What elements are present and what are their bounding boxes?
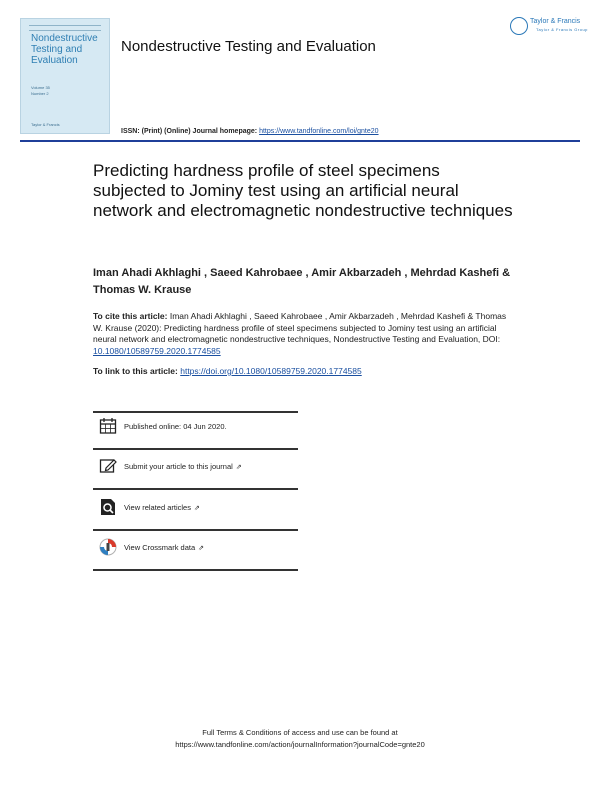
footer-url[interactable]: https://www.tandfonline.com/action/journalInformation?journalCode=gnte20 [175, 740, 425, 749]
related-articles-row[interactable] [93, 490, 298, 526]
cover-title [31, 33, 107, 66]
cover-strip [29, 25, 101, 31]
external-link-icon: ⇗ [193, 505, 200, 512]
cover-title-line: Evaluation [31, 55, 78, 66]
publisher-logo [510, 16, 590, 38]
issn-label: ISSN: (Print) (Online) Journal homepage: [121, 128, 258, 135]
article-authors: Iman Ahadi Akhlaghi , Saeed Kahrobaee , Amir Akbarzadeh , Mehrdad Kashefi & Thomas W. Krause [93, 267, 511, 296]
cover-title-line: Nondestructive [31, 33, 98, 44]
published-date: Published online: 04 Jun 2020. [124, 422, 227, 431]
calendar-icon [99, 417, 117, 435]
footer-terms: Full Terms & Conditions of access and use can be found at [202, 728, 398, 737]
submit-article-link[interactable] [124, 462, 242, 471]
header-rule [20, 140, 580, 142]
submit-article-label: Submit your article to this journal [124, 462, 233, 471]
article-doi-url[interactable]: https://doi.org/10.1080/10589759.2020.1774585 [180, 366, 362, 376]
journal-name: Nondestructive Testing and Evaluation [121, 38, 376, 55]
citation-block [93, 311, 513, 357]
external-link-icon: ⇗ [235, 464, 242, 471]
published-row [93, 409, 298, 445]
publisher-logo-icon [510, 17, 528, 35]
cover-number: Number 2 [31, 91, 49, 96]
crossmark-row[interactable] [93, 530, 298, 566]
info-divider [93, 569, 298, 571]
related-articles-link[interactable] [124, 503, 200, 512]
external-link-icon: ⇗ [198, 545, 205, 552]
edit-icon [99, 457, 117, 475]
article-title: Predicting hardness profile of steel specimens subjected to Jominy test using an artificial neural network and electromagnetic nondestructive techniques [93, 161, 513, 220]
crossmark-icon [99, 538, 117, 556]
doi-link[interactable]: 10.1080/10589759.2020.1774585 [93, 345, 221, 356]
cover-publisher: Taylor & Francis [31, 122, 60, 127]
cover-title-line: Testing and [31, 44, 83, 55]
publisher-brand: Taylor & Francis [530, 18, 581, 25]
article-link-line [93, 366, 513, 376]
crossmark-label: View Crossmark data [124, 543, 196, 552]
issn-line [121, 128, 379, 135]
citation-label: To cite this article: [93, 311, 168, 321]
crossmark-link[interactable] [124, 543, 204, 552]
publisher-sub: Taylor & Francis Group [536, 27, 588, 32]
journal-homepage-link[interactable]: https://www.tandfonline.com/loi/gnte20 [259, 128, 379, 135]
submit-article-row[interactable] [93, 449, 298, 485]
article-link-label: To link to this article: [93, 366, 178, 376]
cover-volume: Volume 35 [31, 85, 50, 90]
journal-cover [20, 18, 110, 134]
related-articles-icon [99, 498, 117, 516]
footer [60, 727, 540, 751]
related-articles-label: View related articles [124, 503, 191, 512]
citation-text: Iman Ahadi Akhlaghi , Saeed Kahrobaee , Amir Akbarzadeh , Mehrdad Kashefi & Thomas W. Krause (2020): Predicting hardness profile of steel specimens subjected to Jominy test using an artificial neural network and electromagnetic nondestructive techniques, Nondestructive Testing and Evaluation, DOI: [93, 311, 507, 344]
